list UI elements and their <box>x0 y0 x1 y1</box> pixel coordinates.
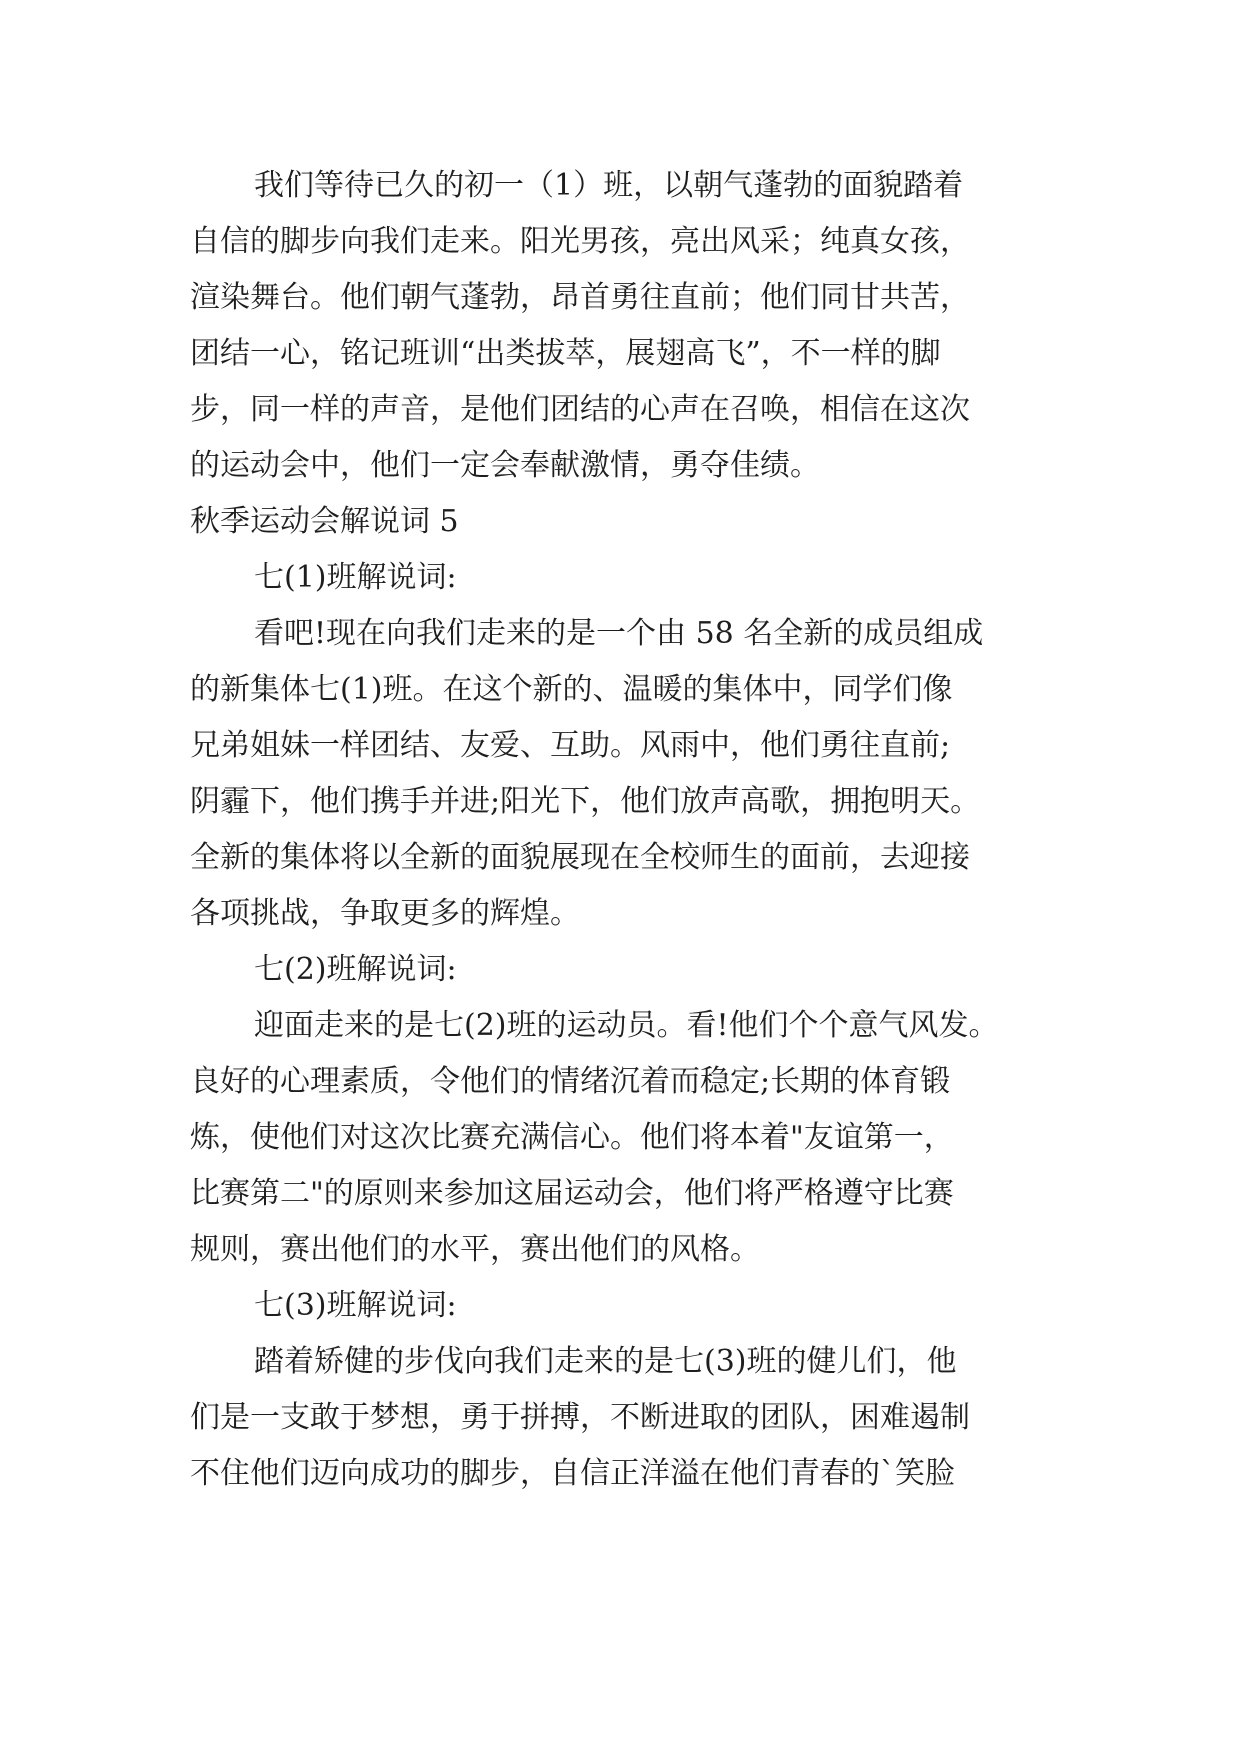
text-line: 良好的心理素质，令他们的情绪沉着而稳定;长期的体育锻 <box>190 1064 951 1099</box>
text-line: 步，同一样的声音，是他们团结的心声在召唤，相信在这次 <box>190 392 970 427</box>
text-line: 我们等待已久的初一（1）班，以朝气蓬勃的面貌踏着 <box>254 168 964 203</box>
text-line: 比赛第二"的原则来参加这届运动会，他们将严格遵守比赛 <box>190 1176 954 1211</box>
section-heading: 秋季运动会解说词 5 <box>190 504 459 539</box>
text-line: 阴霾下，他们携手并进;阳光下，他们放声高歌，拥抱明天。 <box>190 784 981 819</box>
class-heading: 七(1)班解说词: <box>254 560 457 595</box>
class-heading: 七(3)班解说词: <box>254 1288 457 1323</box>
text-line: 的运动会中，他们一定会奉献激情，勇夺佳绩。 <box>190 448 820 483</box>
text-line: 迎面走来的是七(2)班的运动员。看!他们个个意气风发。 <box>254 1008 999 1043</box>
text-line: 规则，赛出他们的水平，赛出他们的风格。 <box>190 1232 760 1267</box>
text-line: 团结一心，铭记班训“出类拔萃，展翅高飞”，不一样的脚 <box>190 336 941 371</box>
text-line: 踏着矫健的步伐向我们走来的是七(3)班的健儿们，他 <box>254 1344 957 1379</box>
class-heading: 七(2)班解说词: <box>254 952 457 987</box>
text-line: 们是一支敢于梦想，勇于拼搏，不断进取的团队，困难遏制 <box>190 1400 970 1435</box>
text-line: 各项挑战，争取更多的辉煌。 <box>190 896 580 931</box>
text-line: 不住他们迈向成功的脚步，自信正洋溢在他们青春的`笑脸 <box>190 1456 955 1491</box>
text-line: 全新的集体将以全新的面貌展现在全校师生的面前，去迎接 <box>190 840 970 875</box>
text-line: 自信的脚步向我们走来。阳光男孩，亮出风采；纯真女孩， <box>190 224 970 259</box>
text-line: 看吧!现在向我们走来的是一个由 58 名全新的成员组成 <box>254 616 984 651</box>
text-line: 的新集体七(1)班。在这个新的、温暖的集体中，同学们像 <box>190 672 953 707</box>
text-line: 炼，使他们对这次比赛充满信心。他们将本着"友谊第一， <box>190 1120 954 1155</box>
text-line: 渲染舞台。他们朝气蓬勃，昂首勇往直前；他们同甘共苦， <box>190 280 970 315</box>
document-body <box>190 158 1060 1502</box>
text-line: 兄弟姐妹一样团结、友爱、互助。风雨中，他们勇往直前; <box>190 728 951 763</box>
